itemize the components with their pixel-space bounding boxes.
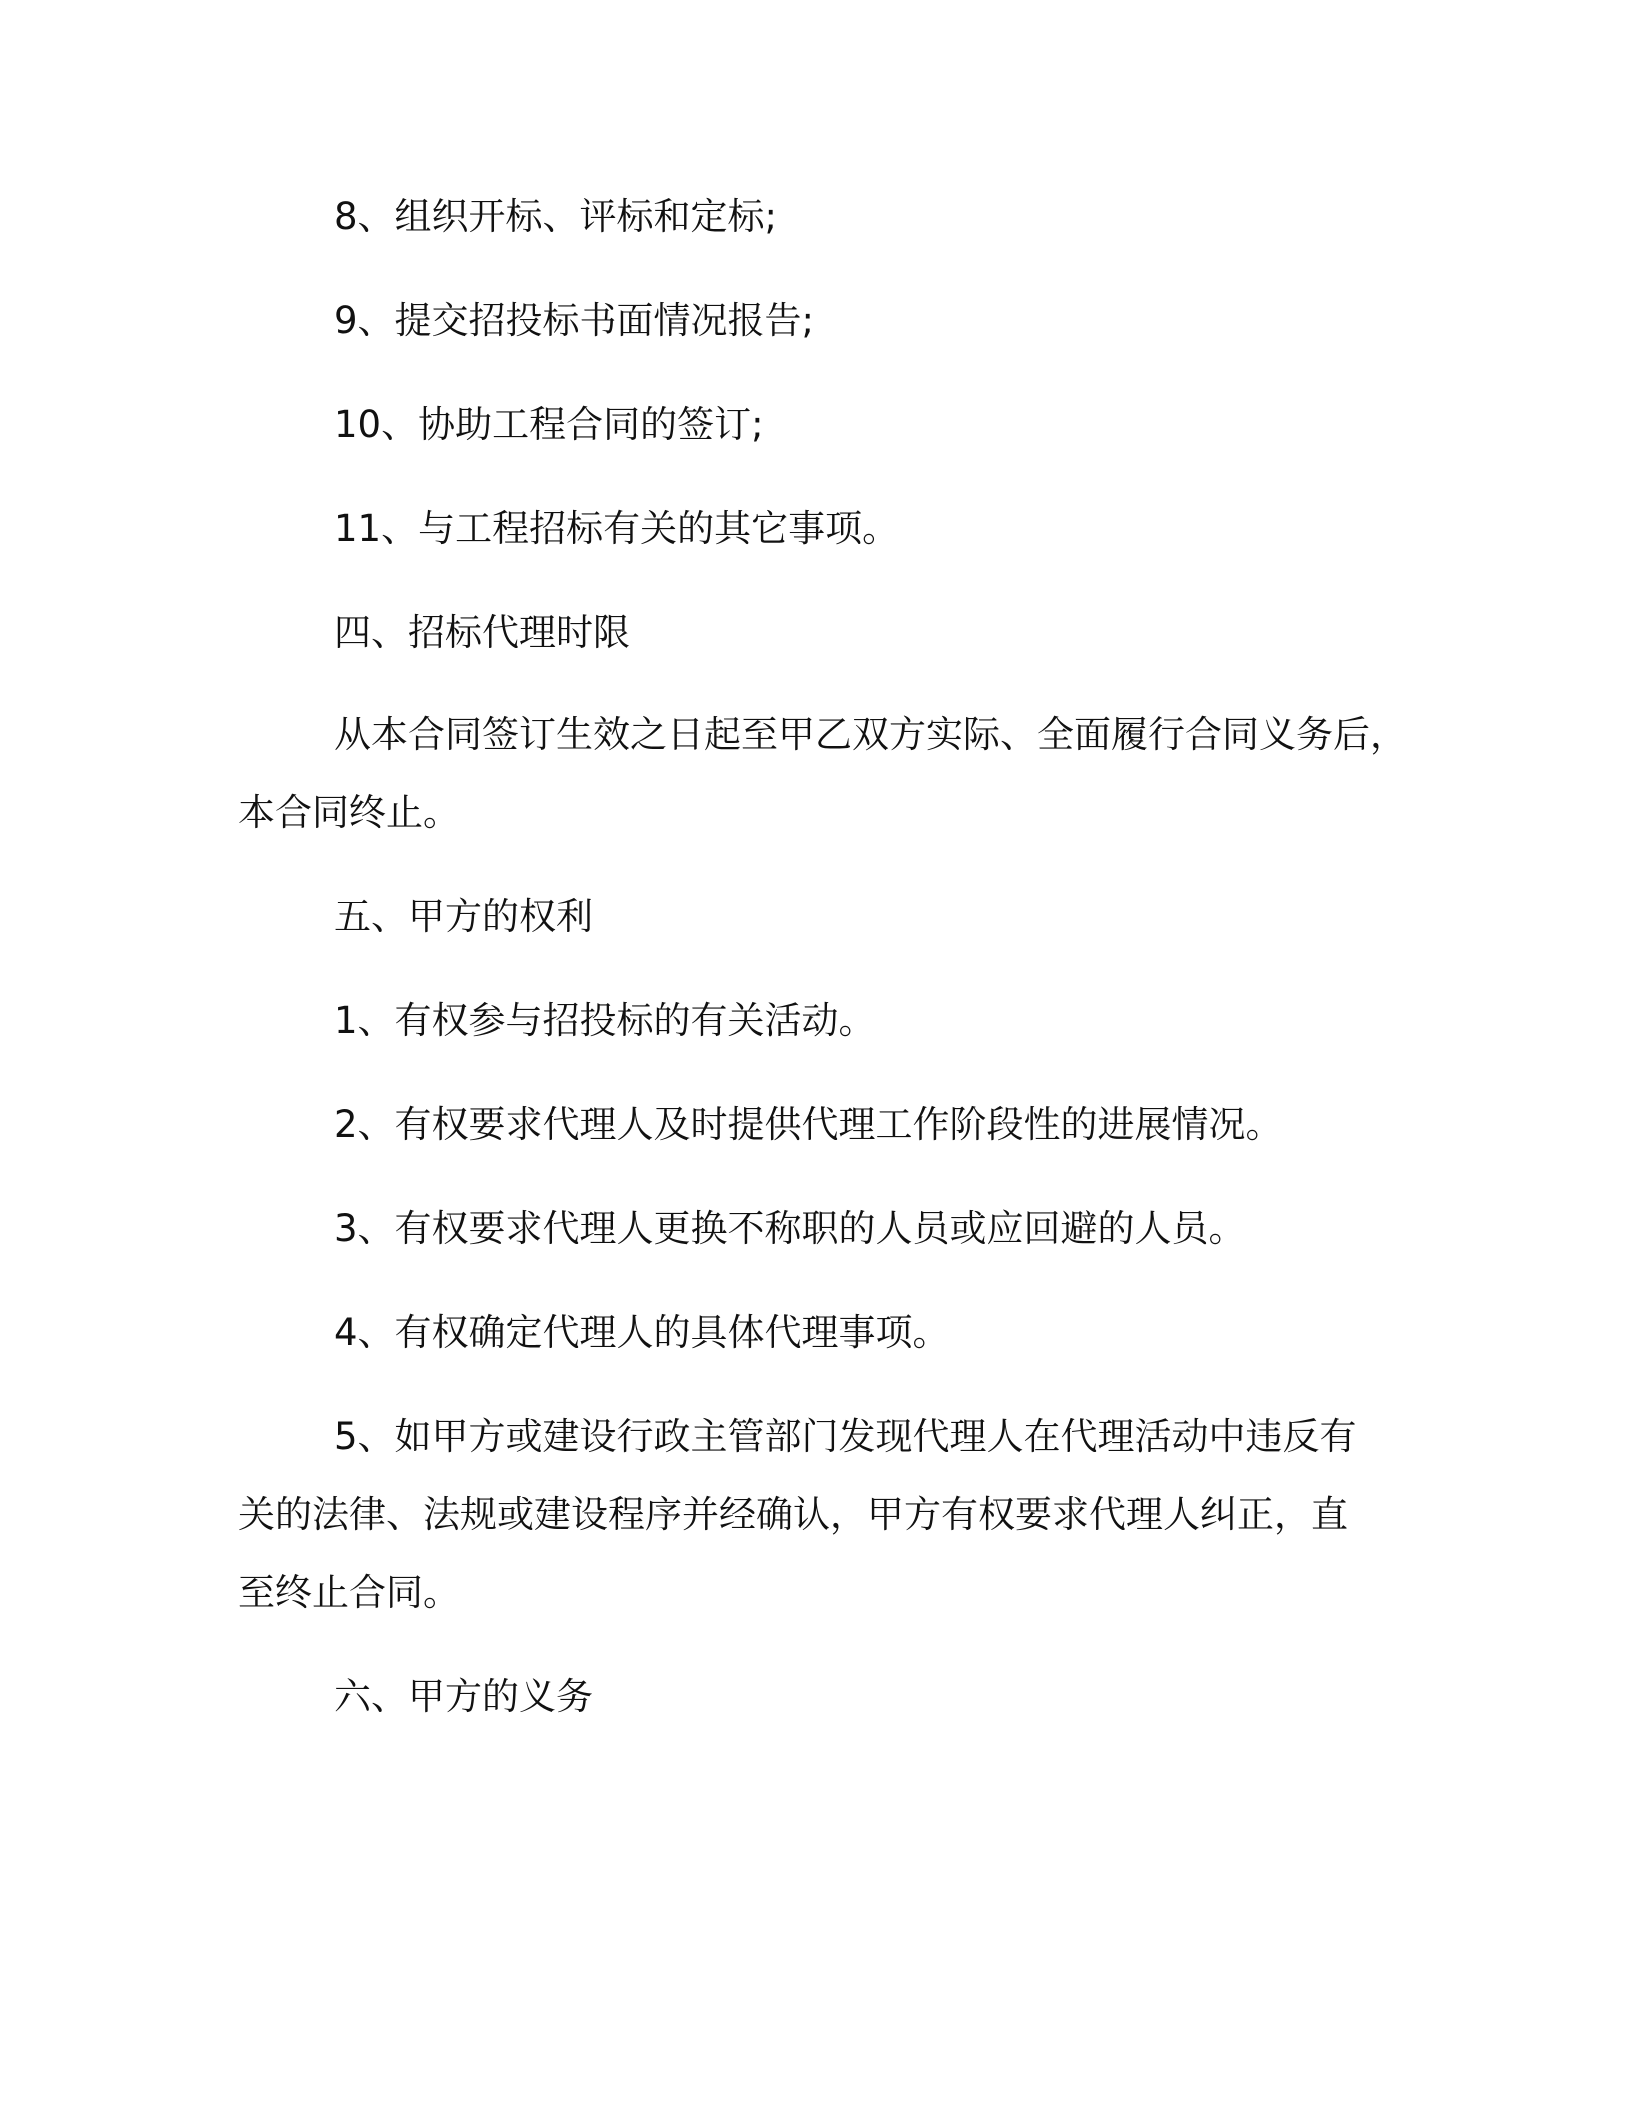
rights-item-4: 4、有权确定代理人的具体代理事项。 [334, 1311, 950, 1354]
rights-item-2: 2、有权要求代理人及时提供代理工作阶段性的进展情况。 [334, 1103, 1283, 1146]
rights-item-5-line-1: 5、如甲方或建设行政主管部门发现代理人在代理活动中违反有 [334, 1415, 1357, 1458]
rights-item-5-line-3: 至终止合同。 [238, 1571, 460, 1614]
paragraph-term-line-2: 本合同终止。 [238, 791, 460, 834]
paragraph-term-line-1: 从本合同签订生效之日起至甲乙双方实际、全面履行合同义务后， [334, 713, 1407, 756]
rights-item-1: 1、有权参与招投标的有关活动。 [334, 999, 876, 1042]
list-item-9: 9、提交招投标书面情况报告; [334, 299, 815, 342]
list-item-11: 11、与工程招标有关的其它事项。 [334, 507, 900, 550]
list-item-10: 10、协助工程合同的签订; [334, 403, 764, 446]
rights-item-5-line-2: 关的法律、法规或建设程序并经确认，甲方有权要求代理人纠正，直 [238, 1493, 1348, 1536]
section-heading-6: 六、甲方的义务 [334, 1675, 593, 1718]
rights-item-3: 3、有权要求代理人更换不称职的人员或应回避的人员。 [334, 1207, 1246, 1250]
section-heading-4: 四、招标代理时限 [334, 611, 630, 654]
list-item-8: 8、组织开标、评标和定标; [334, 195, 778, 238]
section-heading-5: 五、甲方的权利 [334, 895, 593, 938]
